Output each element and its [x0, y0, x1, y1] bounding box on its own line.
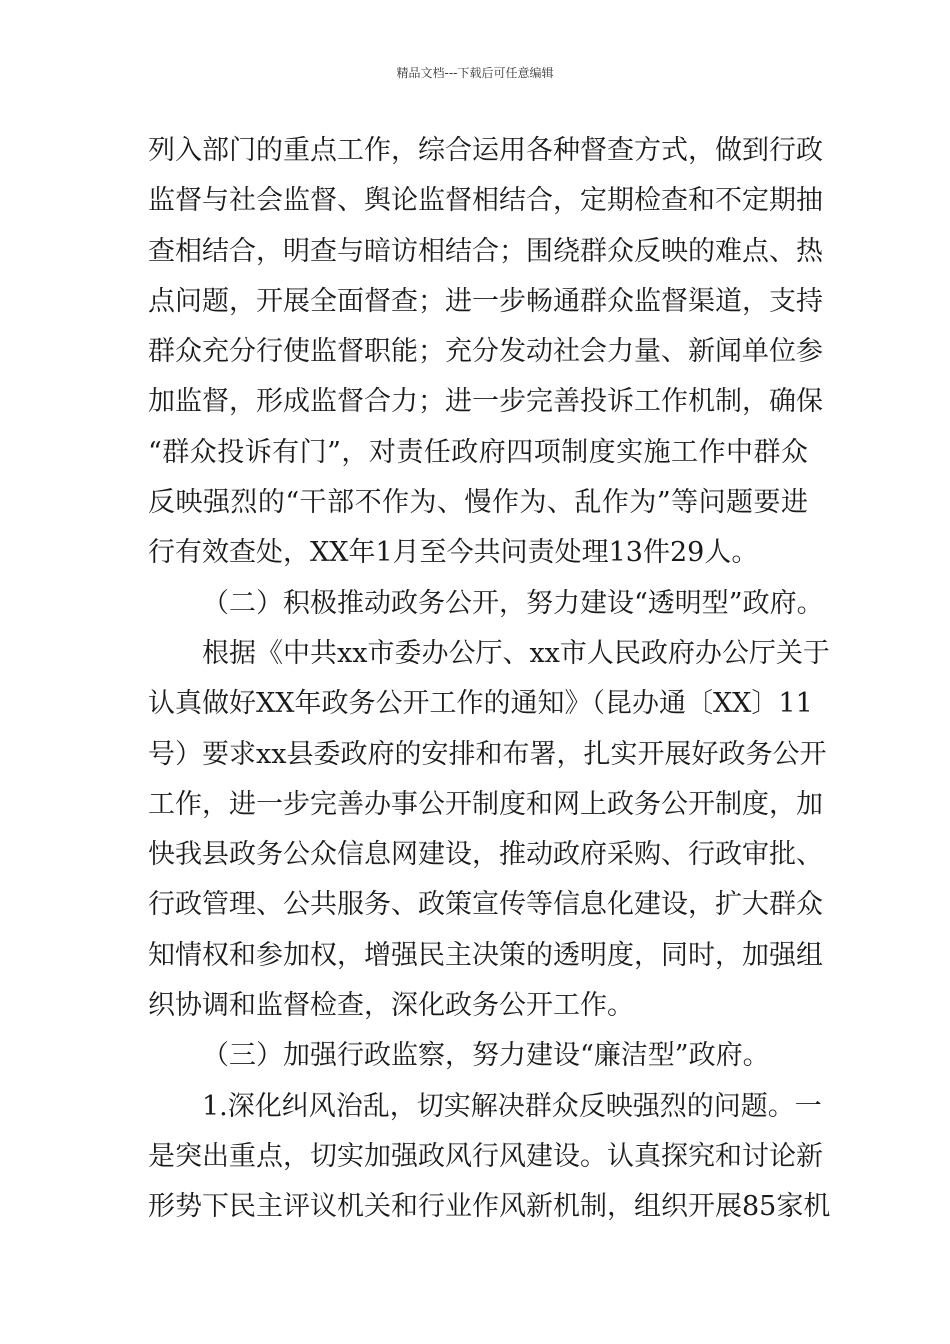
body-line: 知情权和参加权，增强民主决策的透明度，同时，加强组 — [148, 939, 823, 971]
body-line: 1.深化纠风治乱，切实解决群众反映强烈的问题。一 — [202, 1090, 822, 1122]
body-line: 加监督，形成监督合力；进一步完善投诉工作机制，确保 — [148, 386, 823, 418]
body-line: 快我县政务公众信息网建设，推动政府采购、行政审批、 — [148, 839, 823, 871]
document-body — [148, 126, 831, 1233]
page-header: 精品文档---下载后可任意编辑 — [396, 66, 554, 80]
body-line: 根据《中共xx市委办公厅、xx市人民政府办公厅关于 — [202, 637, 830, 669]
body-line: 号）要求xx县委政府的安排和布署，扎实开展好政务公开 — [148, 738, 827, 770]
section-heading: （二）积极推动政务公开，努力建设“透明型”政府。 — [202, 587, 824, 619]
body-line: 反映强烈的“干部不作为、慢作为、乱作为”等问题要进 — [148, 487, 808, 519]
body-line: 工作，进一步完善办事公开制度和网上政务公开制度，加 — [148, 788, 823, 820]
body-line: 列入部门的重点工作，综合运用各种督查方式，做到行政 — [148, 135, 823, 166]
body-line: 查相结合，明查与暗访相结合；围绕群众反映的难点、热 — [148, 235, 823, 267]
body-line: 形势下民主评议机关和行业作风新机制，组织开展85家机 — [148, 1191, 831, 1223]
section-heading: （三）加强行政监察，努力建设“廉洁型”政府。 — [202, 1040, 770, 1072]
body-line: 点问题，开展全面督查；进一步畅通群众监督渠道，支持 — [148, 285, 823, 317]
body-line: 行政管理、公共服务、政策宣传等信息化建设，扩大群众 — [148, 889, 823, 921]
body-line: 群众充分行使监督职能；充分发动社会力量、新闻单位参 — [148, 336, 823, 368]
body-line: “群众投诉有门”，对责任政府四项制度实施工作中群众 — [148, 436, 808, 468]
body-line: 织协调和监督检查，深化政务公开工作。 — [148, 990, 634, 1022]
body-line: 认真做好XX年政务公开工作的通知》（昆办通〔XX〕11 — [148, 688, 813, 720]
body-line: 监督与社会监督、舆论监督相结合，定期检查和不定期抽 — [148, 185, 823, 217]
body-line: 行有效查处，XX年1月至今共问责处理13件29人。 — [148, 537, 759, 569]
body-line: 是突出重点，切实加强政风行风建设。认真探究和讨论新 — [148, 1140, 823, 1172]
